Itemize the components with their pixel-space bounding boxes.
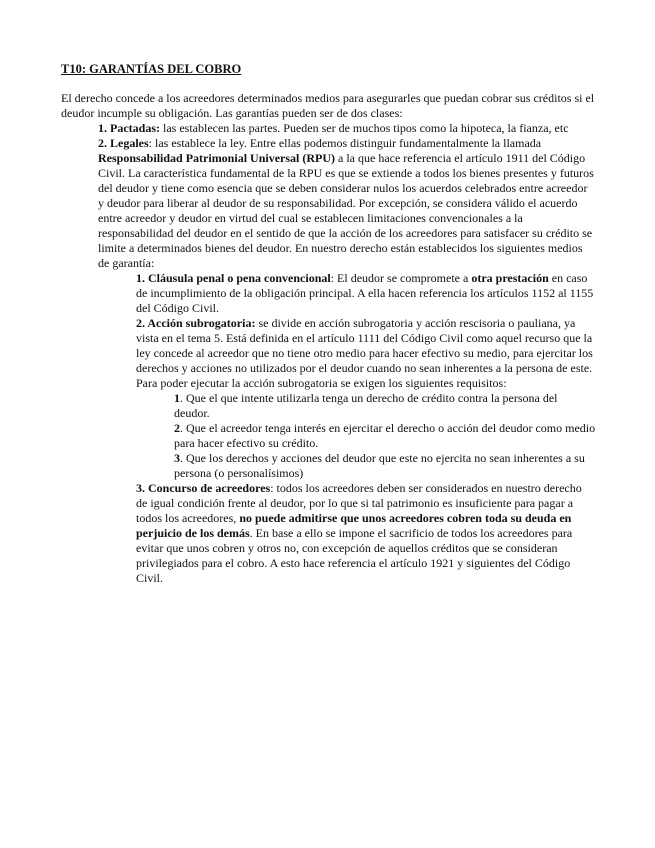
clase-pactadas-label: 1. Pactadas: bbox=[98, 121, 160, 135]
clase-legales-label: 2. Legales bbox=[98, 136, 149, 150]
medio-clausula-penal-text-b: en caso de incumplimiento de la obligación principal. A ella hacen referencia los artículos 1152 al 1155 del Código Civil. bbox=[136, 271, 594, 315]
requisito-item bbox=[174, 391, 596, 421]
medio-concurso-acreedores-text-a: : todos los acreedores deben ser considerados en nuestro derecho de igual condición frente al deudor, por lo que si tal patrimonio es insuficiente para pagar a todos los acreedores, bbox=[136, 481, 582, 525]
clase-pactadas bbox=[98, 121, 596, 136]
requisito-item bbox=[174, 421, 596, 451]
medio-accion-subrogatoria bbox=[136, 316, 596, 391]
requisito-text: . Que el acreedor tenga interés en ejercitar el derecho o acción del deudor como medio para hacer efectivo su crédito. bbox=[174, 421, 596, 450]
medio-clausula-penal-label: 1. Cláusula penal o pena convencional bbox=[136, 271, 331, 285]
medio-clausula-penal bbox=[136, 271, 596, 316]
medio-concurso-acreedores-label: 3. Concurso de acreedores bbox=[136, 481, 271, 495]
rpu-term: Responsabilidad Patrimonial Universal (RPU) bbox=[98, 151, 336, 165]
no-puede-admitirse-term: no puede admitirse que unos acreedores cobren toda su deuda en perjuicio de los demás bbox=[136, 511, 572, 540]
document-body bbox=[61, 91, 596, 586]
requisito-item bbox=[174, 451, 596, 481]
clase-pactadas-text: las establecen las partes. Pueden ser de muchos tipos como la hipoteca, la fianza, etc bbox=[160, 121, 569, 135]
requisito-text: . Que el que intente utilizarla tenga un derecho de crédito contra la persona del deudor. bbox=[174, 391, 558, 420]
requisito-text: . Que los derechos y acciones del deudor que este no ejercita no sean inherentes a su persona (o personalísimos) bbox=[174, 451, 585, 480]
otra-prestacion-term: otra prestación bbox=[471, 271, 549, 285]
medio-accion-subrogatoria-text: se divide en acción subrogatoria y acción rescisoria o pauliana, ya vista en el tema 5. Está definida en el artículo 1111 del Código Civil como aquel recurso que la ley concede al acreedor que no tiene otro medio para hacer efectivo su medio, para ejercitar los derechos y acciones no utilizados por el deudor cuando no sean inherentes a la persona de este. Para poder ejecutar la acción subrogatoria se exigen los siguientes requisitos: bbox=[136, 316, 593, 390]
requisito-number: 1 bbox=[174, 391, 180, 405]
clase-legales-text-a: : las establece la ley. Entre ellas podemos distinguir fundamentalmente la llamada bbox=[148, 136, 542, 150]
medio-concurso-acreedores-text-b: . En base a ello se impone el sacrificio de todos los acreedores para evitar que unos cobren y otros no, con excepción de aquellos créditos que se consideran privilegiados para el cobro. A esto hace referencia el artículo 1921 y siguientes del Código Civil. bbox=[136, 526, 573, 585]
clase-legales-text-b: a la que hace referencia el artículo 1911 del Código Civil. La característica fundamental de la RPU es que se extiende a todos los bienes presentes y futuros del deudor y tiene como esencia que se deben considerar nulos los acuerdos celebrados entre acreedor y deudor para liberar al deudor de su responsabilidad. Por excepción, se considera válido el acuerdo entre acreedor y deudor en virtud del cual se establecen limitaciones convencionales a la responsabilidad del deudor en el sentido de que la acción de los acreedores para satisfacer su crédito se limite a determinados bienes del deudor. En nuestro derecho están establecidos los siguientes medios de garantía: bbox=[98, 151, 594, 270]
medio-accion-subrogatoria-label: 2. Acción subrogatoria: bbox=[136, 316, 256, 330]
clase-legales bbox=[98, 136, 596, 271]
medio-concurso-acreedores bbox=[136, 481, 596, 586]
page-title: T10: GARANTÍAS DEL COBRO bbox=[61, 62, 242, 76]
requisito-number: 3 bbox=[174, 451, 180, 465]
requisito-number: 2 bbox=[174, 421, 180, 435]
intro-paragraph: El derecho concede a los acreedores determinados medios para asegurarles que puedan cobrar sus créditos si el deudor incumple su obligación. Las garantías pueden ser de dos clases: bbox=[61, 91, 595, 120]
medio-clausula-penal-text-a: : El deudor se compromete a bbox=[330, 271, 472, 285]
